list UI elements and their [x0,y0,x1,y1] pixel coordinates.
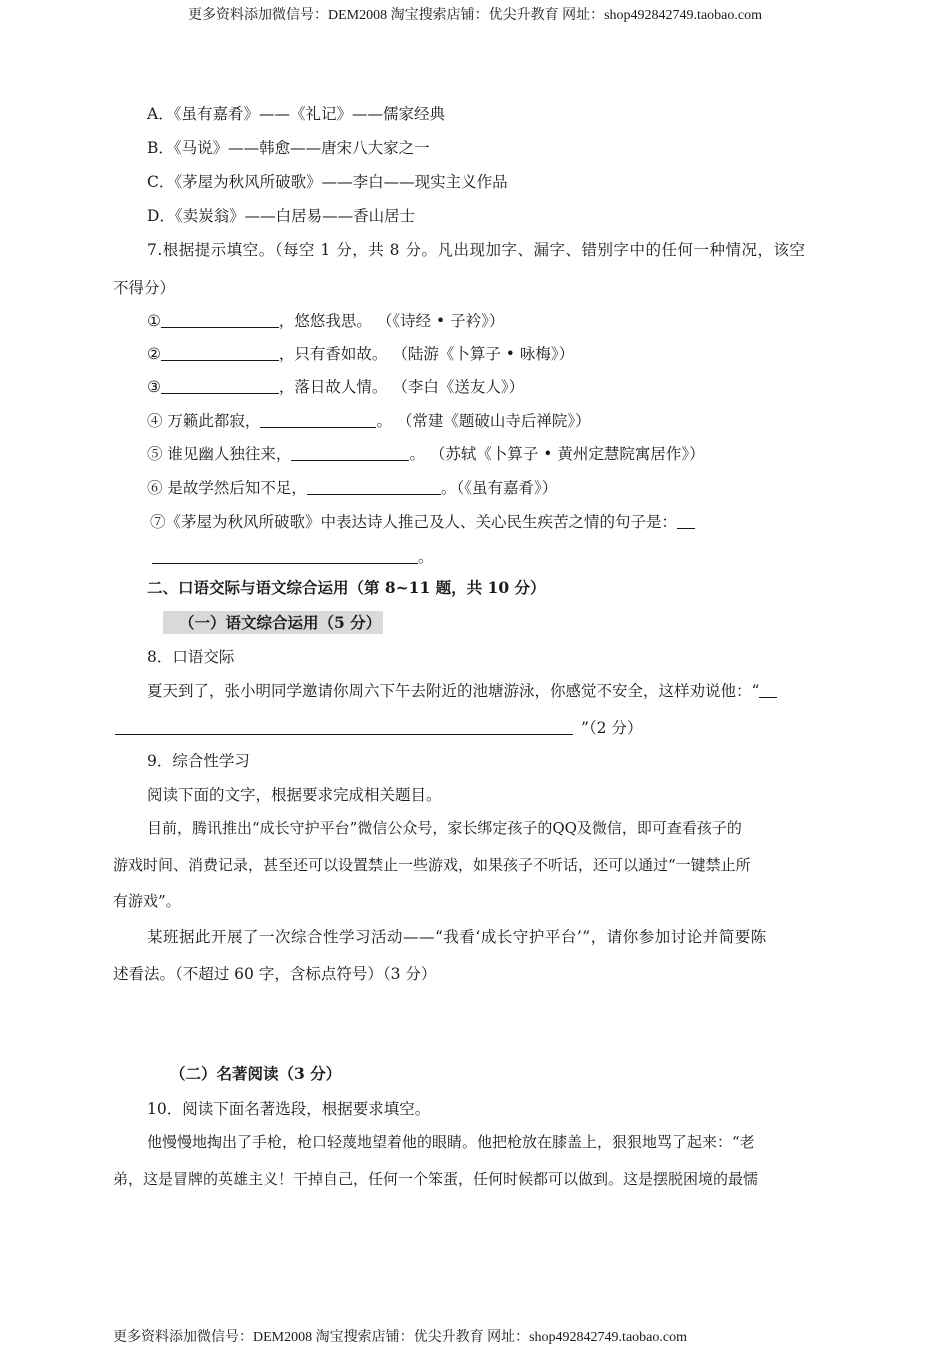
q7-item-7-blank [152,549,418,564]
q7-item-5-text: ⑤ 谁见幽人独往来， [147,445,292,463]
q7-stem-cont: 不得分） [113,279,176,297]
q7-item-1-num: ① [147,312,161,330]
page-header: 更多资料添加微信号：DEM2008 淘宝搜索店铺：优尖升教育 网址：shop492842749.taobao.com [188,8,762,23]
q7-item-7-cont [152,545,434,567]
subsection-1-title [163,611,383,633]
option-c: C．《茅屋为秋风所破歌》——李白——现实主义作品 [147,173,508,191]
page-footer: 更多资料添加微信号：DEM2008 淘宝搜索店铺：优尖升教育 网址：shop492842749.taobao.com [113,1330,687,1345]
q9-passage-line-2: 游戏时间、消费记录，甚至还可以设置禁止一些游戏，如果孩子不听话，还可以通过“一键禁止所 [113,856,751,874]
subsection-2-title: （二）名著阅读（3 分） [170,1064,342,1083]
q9-passage-line-1: 目前，腾讯推出“成长守护平台”微信公众号，家长绑定孩子的QQ及微信，即可查看孩子的 [147,819,742,837]
q8-prompt: 夏天到了，张小明同学邀请你周六下午去附近的池塘游泳，你感觉不安全，这样劝说他：“ [147,682,760,700]
q8-blank-start [759,683,777,698]
q7-item-4 [147,409,591,431]
q9-intro: 阅读下面的文字，根据要求完成相关题目。 [147,786,442,804]
q7-item-2-blank [161,346,279,361]
section-2-title: 二、口语交际与语文综合运用（第 8~11 题，共 10 分） [147,578,546,597]
q7-item-1-text: ，悠悠我思。 （《诗经 • 子衿》） [278,312,505,330]
q10-passage-line-2: 弟，这是冒牌的英雄主义！干掉自己，任何一个笨蛋，任何时候都可以做到。这是摆脱困境的最懦 [113,1170,759,1188]
q10-passage-line-1: 他慢慢地掏出了手枪，枪口轻蔑地望着他的眼睛。他把枪放在膝盖上，狠狠地骂了起来：“老 [147,1133,755,1151]
q7-item-7 [150,510,695,532]
q8-blank [115,720,573,735]
q7-item-4-blank [260,413,376,428]
option-d: D．《卖炭翁》——白居易——香山居士 [147,207,416,225]
q7-item-2-num: ② [147,345,161,363]
q7-item-5-blank [291,446,409,461]
q7-item-6-source: 。（《虽有嘉肴》） [440,479,558,497]
q8-title: 8．口语交际 [147,648,235,666]
q9-passage-line-3: 有游戏”。 [113,892,181,910]
q7-stem: 7.根据提示填空。（每空 1 分，共 8 分。凡出现加字、漏字、错别字中的任何一种情况，该空 [147,241,806,259]
q8-end: ”（2 分） [581,719,643,737]
option-b: B．《马说》——韩愈——唐宋八大家之一 [147,139,430,157]
q10-title: 10．阅读下面名著选段，根据要求填空。 [147,1100,431,1118]
q7-item-4-source: 。 （常建《题破山寺后禅院》） [376,412,591,430]
q9-question: 某班据此开展了一次综合性学习活动——“我看‘成长守护平台’”，请你参加讨论并简要陈 [147,928,767,946]
q7-item-5-source: 。 （苏轼《卜算子 • 黄州定慧院寓居作》） [409,445,705,463]
q7-item-3 [147,375,524,397]
q7-item-6 [147,476,557,498]
q7-item-2 [147,342,574,364]
q7-item-3-text: ，落日故人情。 （李白《送友人》） [278,378,525,396]
q7-item-4-text: ④ 万籁此都寂， [147,412,261,430]
q7-item-2-text: ，只有香如故。 （陆游《卜算子 • 咏梅》） [278,345,575,363]
q7-item-6-blank [307,480,441,495]
q9-title: 9．综合性学习 [147,752,250,770]
q7-item-7-text: ⑦《茅屋为秋风所破歌》中表达诗人推己及人、关心民生疾苦之情的句子是： [150,513,678,531]
option-a: A．《虽有嘉肴》——《礼记》——儒家经典 [147,105,445,123]
q7-item-5 [147,442,705,464]
q7-item-3-num: ③ [147,378,161,396]
q8-text [147,679,777,701]
q7-item-7-blank-start [677,514,695,529]
q7-item-1-blank [161,313,279,328]
q7-item-3-blank [161,379,279,394]
q7-item-6-text: ⑥ 是故学然后知不足， [147,479,307,497]
q7-item-7-end: 。 [418,548,434,566]
q8-answer-line [115,716,642,738]
q9-question-cont: 述看法。（不超过 60 字，含标点符号）（3 分） [113,965,437,983]
subsection-1-highlight: （一）语文综合运用（5 分） [163,611,383,634]
q7-item-1 [147,309,504,331]
